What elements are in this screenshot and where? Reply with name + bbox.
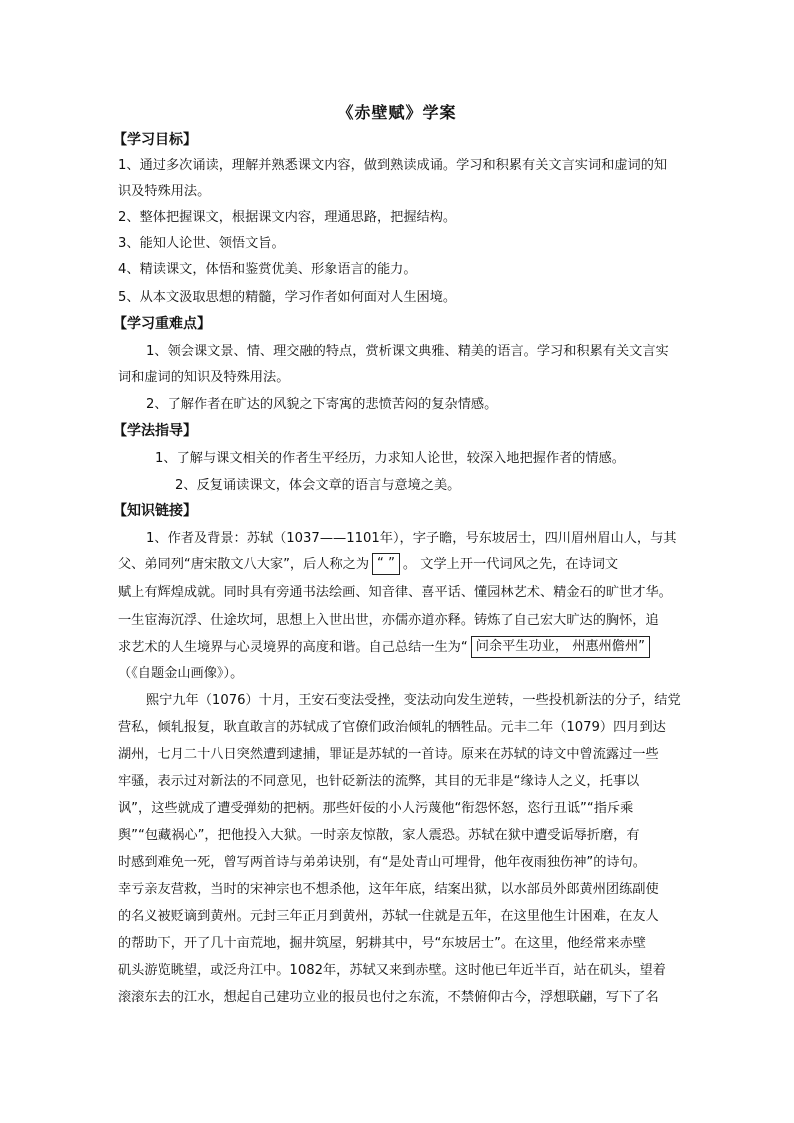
goal-line: 2、整体把握课文，根据课文内容，理通思路，把握结构。 <box>118 210 457 225</box>
knowledge-heading: 【知识链接】 <box>113 503 197 519</box>
background-line: 幸亏亲友营救，当时的宋神宗也不想杀他，这年年底，结案出狱，以水部员外郎黄州团练副使 <box>118 882 659 897</box>
goal-line: 识及特殊用法。 <box>118 184 211 199</box>
goal-line: 3、能知人论世、领悟文旨。 <box>118 236 285 251</box>
background-line: 熙宁九年（1076）十月，王安石变法受挫，变法动向发生逆转，一些投机新法的分子，结党 <box>146 693 681 708</box>
background-line: 舆”“包藏祸心”，把他投入大狱。一时亲友惊散，家人震恐。苏轼在狱中遭受诟辱折磨，有 <box>118 828 640 843</box>
knowledge-text: 父、弟同列“唐宋散文八大家”，后人称之为 <box>118 557 370 572</box>
fill-blank-box: “ ” <box>372 553 400 575</box>
key-points-heading: 【学习重难点】 <box>113 316 211 332</box>
goal-line: 5、从本文汲取思想的精髓，学习作者如何面对人生困境。 <box>118 290 457 305</box>
background-line: 湖州，七月二十八日突然遭到逮捕，罪证是苏轼的一首诗。原来在苏轼的诗文中曾流露过一些 <box>118 747 659 762</box>
method-heading: 【学法指导】 <box>113 423 197 439</box>
background-line: 营私，倾轧报复，耿直敢言的苏轼成了官僚们政治倾轧的牺牲品。元丰二年（1079）四月到达 <box>118 720 666 735</box>
key-point-line: 1、领会课文景、情、理交融的特点，赏析课文典雅、精美的语言。学习和积累有关文言实 <box>146 344 669 359</box>
knowledge-line: 一生宦海沉浮、仕途坎坷，思想上入世出世，亦儒亦道亦释。铸炼了自己宏大旷达的胸怀，追 <box>118 613 659 628</box>
background-line: 时感到难免一死，曾写两首诗与弟弟诀别，有“是处青山可埋骨，他年夜雨独伤神”的诗句。 <box>118 855 646 870</box>
goal-line: 4、精读课文，体悟和鉴赏优美、形象语言的能力。 <box>118 262 417 277</box>
knowledge-line: 赋上有辉煌成就。同时具有旁通书法绘画、知音律、喜平话、懂园林艺术、精金石的旷世才华。 <box>118 585 672 600</box>
page-title: 《赤壁赋》学案 <box>337 103 457 122</box>
goals-heading: 【学习目标】 <box>113 132 197 148</box>
background-line: 讽”，这些就成了遭受弹劾的把柄。那些奸佞的小人污蔑他“衔怨怀怒，恣行丑诋”“指斥乘 <box>118 801 634 816</box>
key-point-line: 2、了解作者在旷达的风貌之下寄寓的悲愤苦闷的复杂情感。 <box>146 397 498 412</box>
background-line: 的名义被贬谪到黄州。元封三年正月到黄州，苏轼一住就是五年，在这里他生计困难，在友人 <box>118 909 659 924</box>
goal-line: 1、通过多次诵读，理解并熟悉课文内容，做到熟读成诵。学习和积累有关文言实词和虚词的知 <box>118 158 668 173</box>
background-line: 牢骚，表示过对新法的不同意见，也针砭新法的流弊，其目的无非是“缘诗人之义，托事以 <box>118 774 640 789</box>
key-point-line: 词和虚词的知识及特殊用法。 <box>118 370 290 385</box>
knowledge-text: 。 文学上开一代词风之先，在诗词文 <box>402 557 619 572</box>
method-line: 1、了解与课文相关的作者生平经历，力求知人论世，较深入地把握作者的情感。 <box>155 451 625 466</box>
knowledge-line <box>118 635 698 661</box>
method-line: 2、反复诵读课文，体会文章的语言与意境之美。 <box>175 478 461 493</box>
background-line: 滚滚东去的江水，想起自己建功立业的报员也付之东流，不禁俯仰古今，浮想联翩，写下了名 <box>118 990 659 1005</box>
knowledge-line <box>118 552 698 578</box>
background-line: 矶头游览眺望，或泛舟江中。1082年，苏轼又来到赤壁。这时他已年近半百，站在矶头，望着 <box>118 963 666 978</box>
knowledge-text: 求艺术的人生境界与心灵境界的高度和谐。自己总结一生为“ <box>118 640 468 655</box>
knowledge-line: （《自题金山画像》）。 <box>118 666 244 681</box>
quote-box: 问余平生功业， 州惠州儋州” <box>471 636 650 658</box>
background-line: 的帮助下，开了几十亩荒地，掘井筑屋，躬耕其中，号“东坡居士”。在这里，他经常来赤壁 <box>118 936 646 951</box>
knowledge-line: 1、作者及背景：苏轼（1037——1101年），字子瞻，号东坡居士，四川眉州眉山人，与其 <box>146 531 677 546</box>
